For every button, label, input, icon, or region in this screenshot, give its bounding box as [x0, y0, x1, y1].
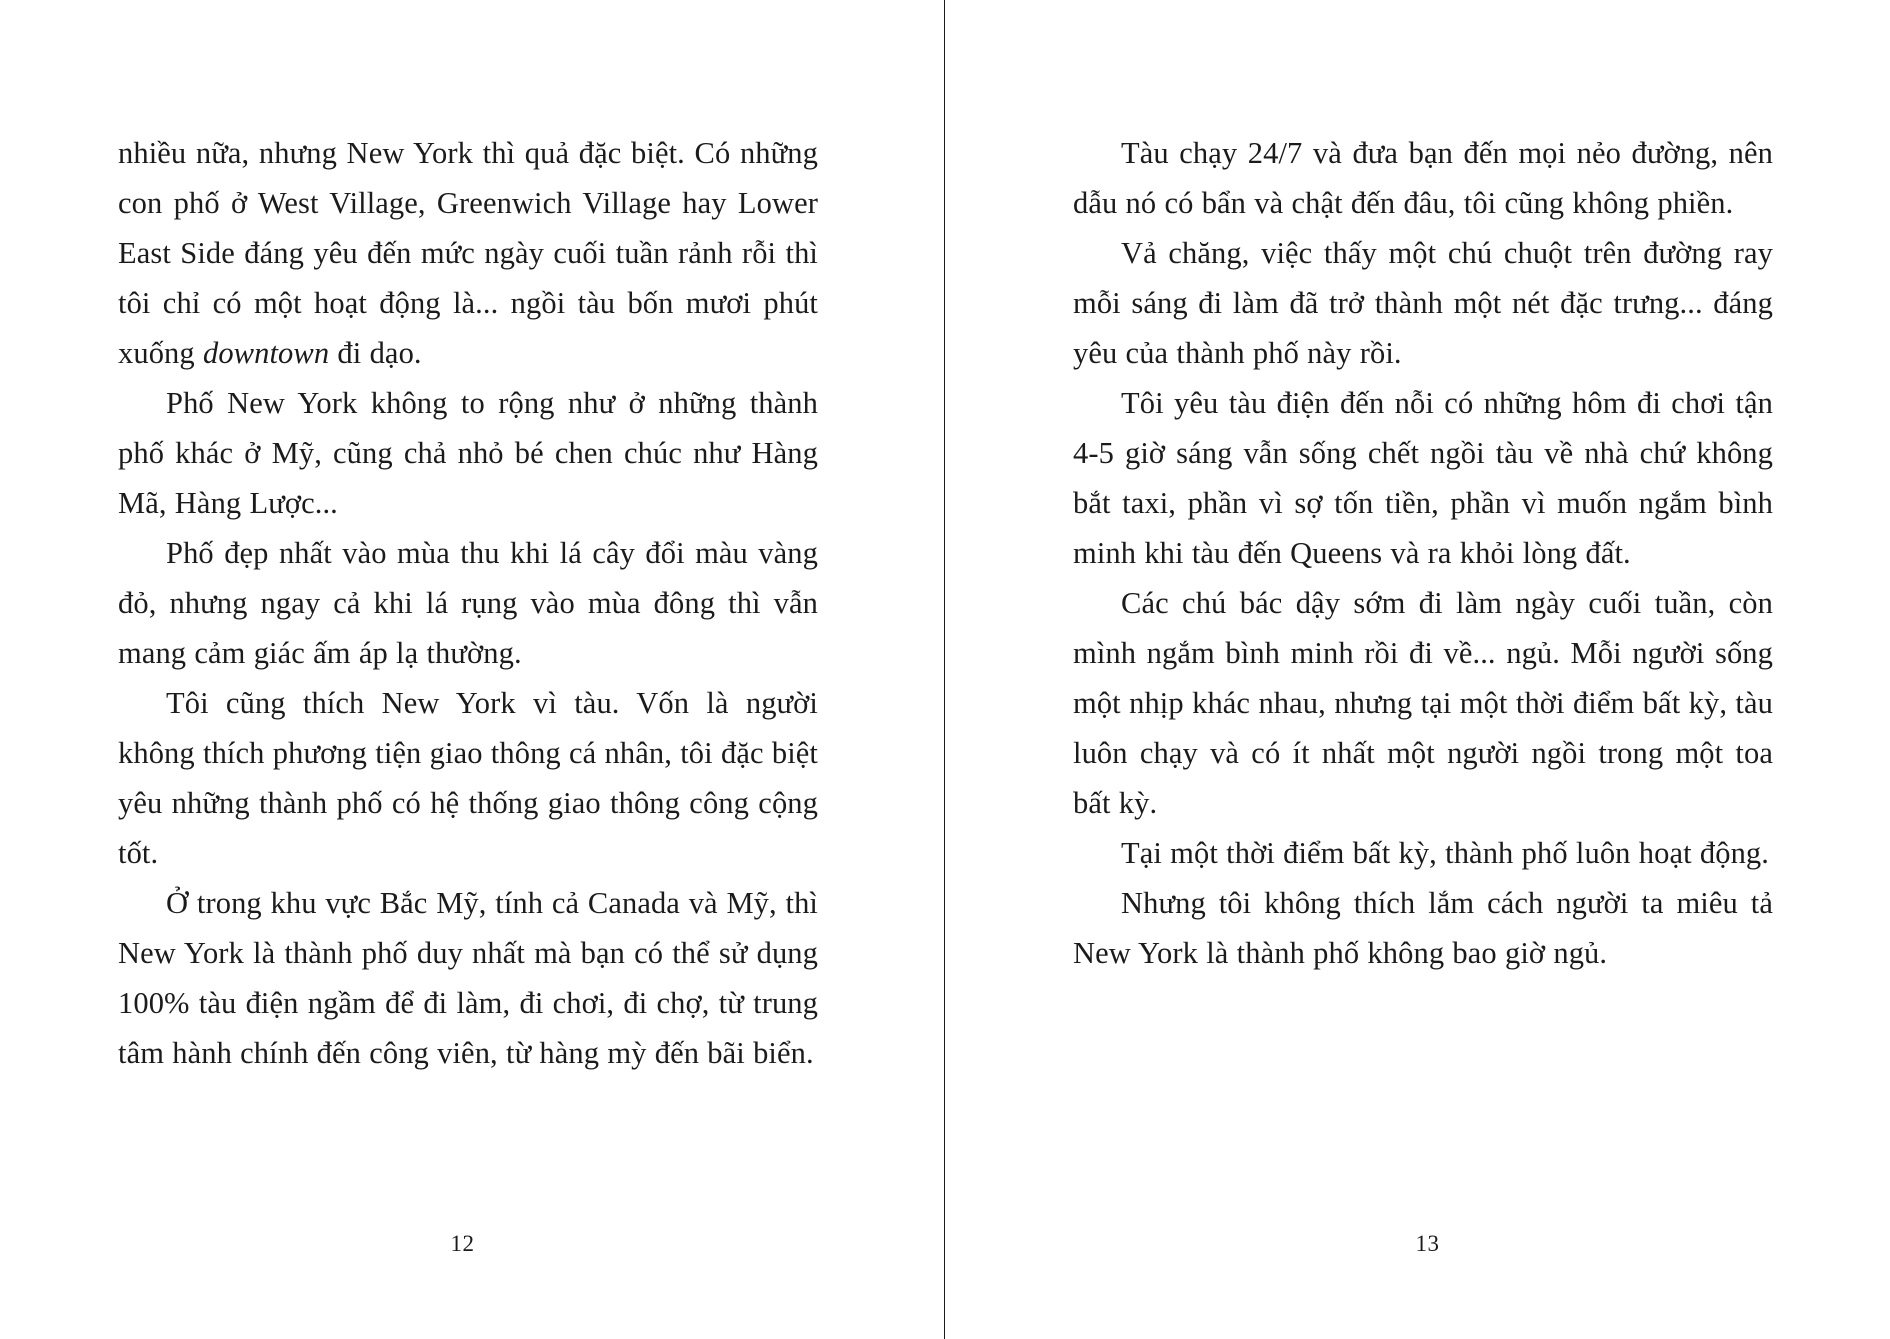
right-paragraph-6-run-1: Nhưng tôi không thích lắm cách người ta miêu tả New York là thành phố không bao giờ ngủ.: [1073, 886, 1773, 970]
page-left-text-column: [118, 128, 818, 1078]
right-paragraph-2-run-1: Vả chăng, việc thấy một chú chuột trên đường ray mỗi sáng đi làm đã trở thành một nét đặc trưng... đáng yêu của thành phố này rồi.: [1073, 236, 1773, 370]
right-paragraph-2: [1073, 228, 1773, 378]
left-paragraph-4-run-1: Tôi cũng thích New York vì tàu. Vốn là người không thích phương tiện giao thông cá nhân, tôi đặc biệt yêu những thành phố có hệ thống giao thông công cộng tốt.: [118, 686, 818, 870]
left-paragraph-1: [118, 128, 818, 378]
right-paragraph-1-run-1: Tàu chạy 24/7 và đưa bạn đến mọi nẻo đường, nên dẫu nó có bẩn và chật đến đâu, tôi cũng không phiền.: [1073, 136, 1773, 220]
left-paragraph-2: [118, 378, 818, 528]
right-paragraph-6: [1073, 878, 1773, 978]
left-paragraph-1-run-3: đi dạo.: [329, 336, 422, 370]
left-paragraph-2-run-1: Phố New York không to rộng như ở những thành phố khác ở Mỹ, cũng chả nhỏ bé chen chúc như Hàng Mã, Hàng Lược...: [118, 386, 818, 520]
page-number-right: 13: [1415, 1231, 1440, 1256]
right-paragraph-5: [1073, 828, 1773, 878]
right-paragraph-3: [1073, 378, 1773, 578]
left-paragraph-1-run-2: downtown: [202, 336, 330, 370]
left-paragraph-3-run-1: Phố đẹp nhất vào mùa thu khi lá cây đổi màu vàng đỏ, nhưng ngay cả khi lá rụng vào mùa đông thì vẫn mang cảm giác ấm áp lạ thường.: [118, 536, 818, 670]
right-paragraph-4-run-1: Các chú bác dậy sớm đi làm ngày cuối tuần, còn mình ngắm bình minh rồi đi về... ngủ. Mỗi người sống một nhịp khác nhau, nhưng tại một thời điểm bất kỳ, tàu luôn chạy và có ít nhất một người ngồi trong một toa bất kỳ.: [1073, 586, 1773, 820]
page-right-text-column: [1073, 128, 1773, 978]
left-paragraph-5: [118, 878, 818, 1078]
left-paragraph-1-run-1: nhiều nữa, nhưng New York thì quả đặc biệt. Có những con phố ở West Village, Greenwich Village hay Lower East Side đáng yêu đến mức ngày cuối tuần rảnh rỗi thì tôi chỉ có một hoạt động là... ngồi tàu bốn mươi phút xuống: [118, 136, 818, 370]
left-paragraph-4: [118, 678, 818, 878]
left-paragraph-5-run-1: Ở trong khu vực Bắc Mỹ, tính cả Canada và Mỹ, thì New York là thành phố duy nhất mà bạn có thể sử dụng 100% tàu điện ngầm để đi làm, đi chơi, đi chợ, từ trung tâm hành chính đến công viên, từ hàng mỳ đến bãi biển.: [118, 886, 818, 1070]
right-paragraph-1: [1073, 128, 1773, 228]
right-paragraph-5-run-1: Tại một thời điểm bất kỳ, thành phố luôn hoạt động.: [1121, 836, 1770, 870]
page-number-left: 12: [450, 1231, 475, 1256]
page-right: [945, 0, 1890, 1339]
left-paragraph-3: [118, 528, 818, 678]
right-paragraph-3-run-1: Tôi yêu tàu điện đến nỗi có những hôm đi chơi tận 4-5 giờ sáng vẫn sống chết ngồi tàu về nhà chứ không bắt taxi, phần vì sợ tốn tiền, phần vì muốn ngắm bình minh khi tàu đến Queens và ra khỏi lòng đất.: [1073, 386, 1773, 570]
right-paragraph-4: [1073, 578, 1773, 828]
